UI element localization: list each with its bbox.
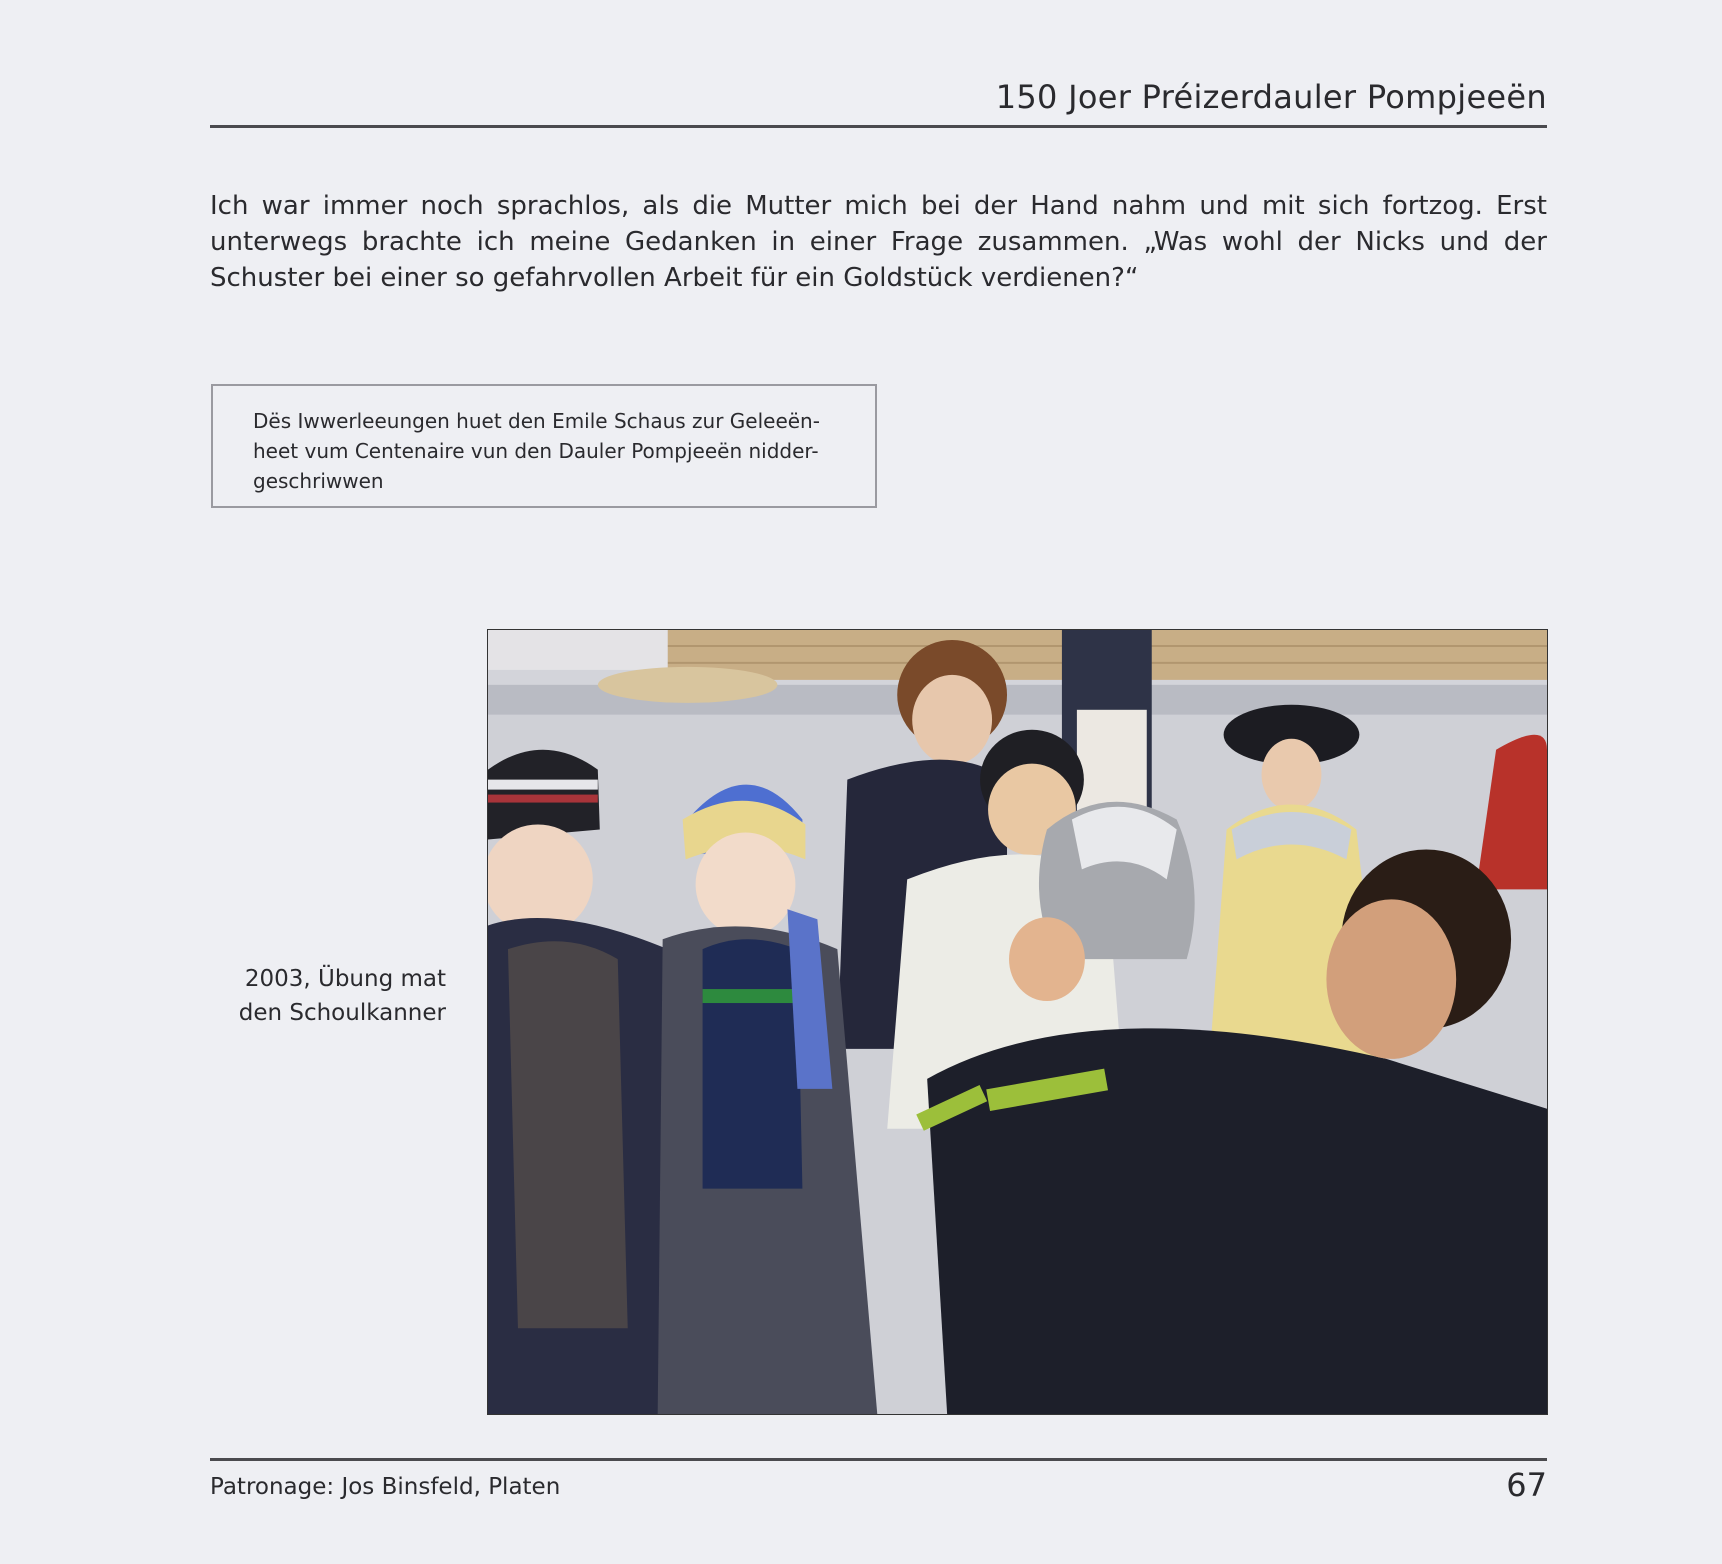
caption-line: 2003, Übung mat (244, 966, 446, 992)
note-line: geschriwwen (253, 469, 384, 493)
running-header-title: 150 Joer Préizerdauler Pompjeeën (995, 78, 1547, 116)
note-box (211, 384, 877, 508)
header-rule (210, 125, 1547, 128)
photo-illustration (488, 630, 1547, 1414)
note-line: heet vum Centenaire vun den Dauler Pompjeeën nidder- (253, 439, 819, 463)
body-paragraph: Ich war immer noch sprachlos, als die Mutter mich bei der Hand nahm und mit sich fortzog. Erst unterwegs brachte ich meine Gedanken in einer Frage zusammen. „Was wohl der Nicks und der Schuster bei einer so gefahrvollen Arbeit für ein Goldstück verdienen?“ (210, 191, 1547, 293)
footer-sponsor: Patronage: Jos Binsfeld, Platen (210, 1474, 561, 1500)
photo-caption (210, 962, 446, 1030)
footer-rule (210, 1458, 1547, 1461)
photo-children-firefighter (487, 629, 1548, 1415)
caption-line: den Schoulkanner (238, 1000, 446, 1026)
page-number: 67 (1506, 1466, 1547, 1504)
note-line: Dës Iwwerleeungen huet den Emile Schaus zur Geleeën- (253, 409, 820, 433)
